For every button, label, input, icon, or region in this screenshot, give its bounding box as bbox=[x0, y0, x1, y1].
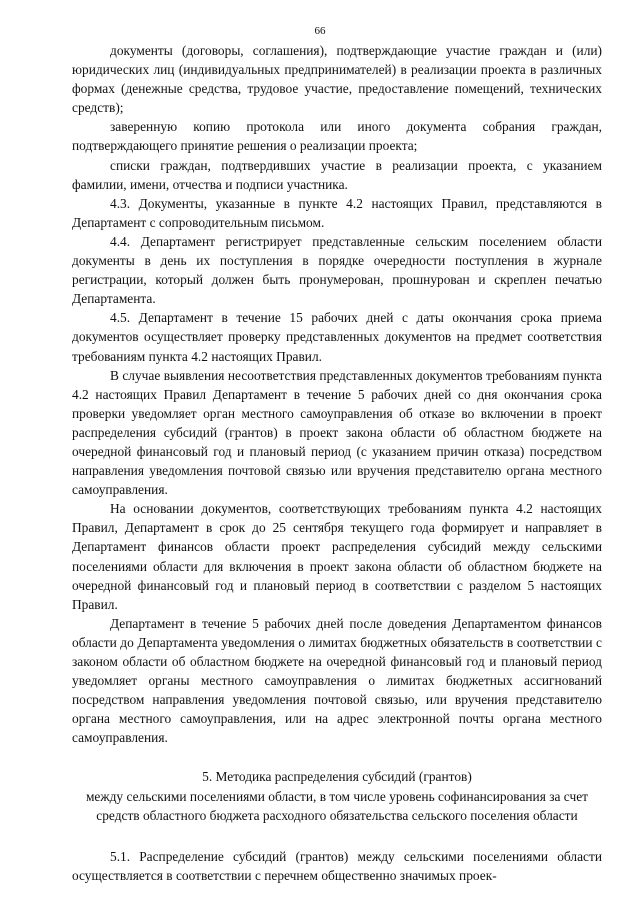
paragraph: Департамент в течение 5 рабочих дней после доведения Департаментом финансов области до Департамента уведомления о лимитах бюджетных обязательств в соответствии с законом области об областном бюджете на очередной финансовый год и плановый период уведомляет органы местного самоуправления о лимитах бюджетных ассигнований посредством направления уведомления почтовой связью, или вручения представителю органа местного самоуправления, или на адрес электронной почты органа местного самоуправления. bbox=[72, 615, 602, 746]
paragraph-4-4: 4.4. Департамент регистрирует представленные сельским поселением области документы в день их поступления в порядке очередности поступления в журнале регистрации, который должен быть пронумерован, прошнурован и скреплен печатью Департамента. bbox=[72, 233, 602, 307]
paragraph: В случае выявления несоответствия представленных документов требованиям пункта 4.2 настоящих Правил Департамент в течение 5 рабочих дней со дня окончания срока проверки уведомляет орган местного самоуправления об отказе во включении в проект распределения субсидий (грантов) в проект закона области об областном бюджете на очередной финансовый год и плановый период (с указанием причин отказа) посредством направления уведомления почтовой связью или вручения представителю органа местного самоуправления. bbox=[72, 367, 602, 498]
section-5-heading bbox=[72, 767, 602, 824]
document-body bbox=[72, 41, 602, 885]
paragraph: На основании документов, соответствующих требованиям пункта 4.2 настоящих Правил, Департамент в срок до 25 сентября текущего года формирует и направляет в Департамент финансов области проект распределения субсидий между сельскими поселениями области для включения в проект закона области об областном бюджете на очередной финансовый год и плановый период в соответствии с разделом 5 настоящих Правил. bbox=[72, 501, 602, 612]
section-5-subtitle: между сельскими поселениями области, в том числе уровень софинансирования за счет средств областного бюджета расходного обязательства сельского поселения области bbox=[85, 788, 589, 823]
paragraph-4-3: 4.3. Документы, указанные в пункте 4.2 настоящих Правил, представляются в Департамент с сопроводительным письмом. bbox=[72, 195, 602, 230]
page-number: 66 bbox=[314, 25, 326, 37]
paragraph: списки граждан, подтвердивших участие в реализации проекта, с указанием фамилии, имени, отчества и подписи участника. bbox=[72, 157, 602, 192]
paragraph-5-1: 5.1. Распределение субсидий (грантов) между сельскими поселениями области осуществляется в соответствии с перечнем общественно значимых проек- bbox=[72, 848, 602, 883]
paragraph-4-5: 4.5. Департамент в течение 15 рабочих дней с даты окончания срока приема документов осуществляет проверку представленных документов на предмет соответствия требованиям пункта 4.2 настоящих Правил. bbox=[72, 310, 602, 364]
section-5-title: 5. Методика распределения субсидий (грантов) bbox=[202, 769, 472, 785]
paragraph: заверенную копию протокола или иного документа собрания граждан, подтверждающего принятие решения о реализации проекта; bbox=[72, 119, 602, 154]
paragraph: документы (договоры, соглашения), подтверждающие участие граждан и (или) юридических лиц (индивидуальных предпринимателей) в реализации проекта в различных формах (денежные средства, трудовое участие, предоставление помещений, технических средств); bbox=[72, 43, 602, 116]
